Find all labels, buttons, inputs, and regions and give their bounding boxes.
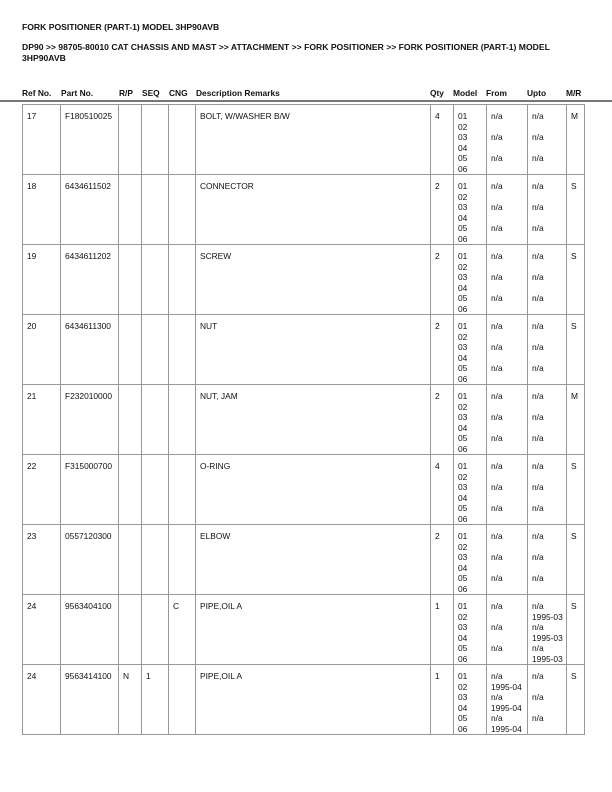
upto-line (532, 374, 566, 385)
cell-ref: 19 (23, 245, 61, 315)
cell-desc: O-RING (196, 455, 431, 525)
from-line: n/a (491, 601, 503, 611)
col-model: Model (453, 88, 478, 98)
cell-seq (142, 455, 169, 525)
cell-from (487, 245, 528, 315)
cell-qty: 2 (431, 245, 454, 315)
cell-from (487, 385, 528, 455)
cell-part: F315000700 (61, 455, 119, 525)
upto-line: n/a (532, 601, 544, 611)
cell-upto (528, 525, 567, 595)
from-line (491, 332, 527, 343)
table-row (23, 665, 585, 735)
cell-cng (169, 315, 196, 385)
from-line (491, 514, 527, 525)
model-line: 04 (458, 352, 468, 363)
model-line: 06 (458, 373, 468, 384)
upto-line (532, 304, 566, 315)
cell-seq (142, 525, 169, 595)
cell-model (454, 315, 487, 385)
cell-model (454, 525, 487, 595)
cell-mr: S (567, 455, 585, 525)
cell-seq (142, 105, 169, 175)
model-line: 02 (458, 191, 468, 202)
model-line: 05 (458, 713, 468, 723)
model-line: 05 (458, 223, 468, 233)
cell-desc: CONNECTOR (196, 175, 431, 245)
from-line: n/a (491, 132, 503, 142)
from-line (491, 493, 527, 504)
from-line: n/a (491, 251, 503, 261)
upto-line: n/a (532, 412, 544, 422)
cell-upto (528, 595, 567, 665)
upto-line: n/a (532, 321, 544, 331)
model-line: 03 (458, 482, 468, 492)
from-line: n/a (491, 363, 503, 373)
col-ref: Ref No. (22, 88, 52, 98)
upto-line (532, 143, 566, 154)
upto-line: 1995-03 (532, 611, 563, 622)
cell-rp (119, 455, 142, 525)
from-line: n/a (491, 503, 503, 513)
table-row (23, 455, 585, 525)
from-line: 1995-04 (491, 681, 522, 692)
model-line: 03 (458, 622, 468, 632)
cell-part: 9563414100 (61, 665, 119, 735)
col-from: From (486, 88, 507, 98)
cell-rp (119, 385, 142, 455)
cell-cng (169, 245, 196, 315)
model-line: 04 (458, 492, 468, 503)
model-line: 02 (458, 401, 468, 412)
cell-cng (169, 525, 196, 595)
model-line: 02 (458, 681, 468, 692)
cell-from (487, 315, 528, 385)
col-rp: R/P (119, 88, 133, 98)
from-line (491, 612, 527, 623)
cell-model (454, 665, 487, 735)
cell-mr: S (567, 315, 585, 385)
from-line: n/a (491, 223, 503, 233)
model-line: 02 (458, 121, 468, 132)
upto-line (532, 514, 566, 525)
cell-qty: 1 (431, 595, 454, 665)
cell-model (454, 105, 487, 175)
upto-line (532, 423, 566, 434)
model-line: 05 (458, 573, 468, 583)
from-line: n/a (491, 713, 503, 723)
upto-line (532, 283, 566, 294)
upto-line: n/a (532, 111, 544, 121)
model-line: 06 (458, 583, 468, 594)
from-line: 1995-04 (491, 702, 522, 713)
model-line: 05 (458, 503, 468, 513)
from-line (491, 122, 527, 133)
from-line (491, 542, 527, 553)
model-line: 03 (458, 272, 468, 282)
from-line (491, 353, 527, 364)
cell-cng (169, 175, 196, 245)
table-header (0, 88, 612, 100)
cell-mr: S (567, 525, 585, 595)
upto-line (532, 444, 566, 455)
from-line (491, 472, 527, 483)
cell-part: 6434611300 (61, 315, 119, 385)
upto-line: n/a (532, 153, 544, 163)
model-line: 03 (458, 132, 468, 142)
cell-mr: M (567, 385, 585, 455)
from-line: n/a (491, 181, 503, 191)
cell-mr: S (567, 595, 585, 665)
model-line: 05 (458, 153, 468, 163)
page-title: FORK POSITIONER (PART-1) MODEL 3HP90AVB (22, 22, 220, 32)
table-row (23, 175, 585, 245)
cell-ref: 18 (23, 175, 61, 245)
upto-line: n/a (532, 293, 544, 303)
model-line: 01 (458, 251, 468, 261)
table-row (23, 385, 585, 455)
upto-line (532, 584, 566, 595)
model-line: 03 (458, 202, 468, 212)
upto-line: n/a (532, 622, 544, 632)
from-line: n/a (491, 531, 503, 541)
from-line: n/a (491, 482, 503, 492)
cell-seq (142, 595, 169, 665)
model-line: 02 (458, 331, 468, 342)
from-line (491, 423, 527, 434)
upto-line: n/a (532, 363, 544, 373)
cell-upto (528, 245, 567, 315)
cell-cng (169, 665, 196, 735)
model-line: 01 (458, 111, 468, 121)
from-line (491, 374, 527, 385)
upto-line (532, 262, 566, 273)
from-line: n/a (491, 293, 503, 303)
cell-upto (528, 105, 567, 175)
model-line: 04 (458, 212, 468, 223)
upto-line: n/a (532, 223, 544, 233)
upto-line: n/a (532, 552, 544, 562)
upto-line (532, 332, 566, 343)
cell-from (487, 175, 528, 245)
cell-qty: 4 (431, 455, 454, 525)
table-row (23, 105, 585, 175)
from-line (491, 164, 527, 175)
cell-qty: 2 (431, 175, 454, 245)
from-line: n/a (491, 412, 503, 422)
cell-model (454, 385, 487, 455)
upto-line: n/a (532, 132, 544, 142)
cell-ref: 24 (23, 665, 61, 735)
upto-line: n/a (532, 573, 544, 583)
upto-line (532, 682, 566, 693)
cell-rp (119, 315, 142, 385)
model-line: 06 (458, 233, 468, 244)
upto-line (532, 542, 566, 553)
upto-line: n/a (532, 433, 544, 443)
upto-line (532, 122, 566, 133)
upto-line: n/a (532, 531, 544, 541)
cell-part: F180510025 (61, 105, 119, 175)
model-line: 06 (458, 443, 468, 454)
model-line: 05 (458, 363, 468, 373)
upto-line: n/a (532, 461, 544, 471)
from-line (491, 143, 527, 154)
col-part: Part No. (61, 88, 94, 98)
cell-qty: 2 (431, 525, 454, 595)
from-line: n/a (491, 272, 503, 282)
upto-line: 1995-03 (532, 632, 563, 643)
upto-line: n/a (532, 272, 544, 282)
upto-line (532, 724, 566, 735)
cell-from (487, 455, 528, 525)
table-row (23, 245, 585, 315)
from-line: n/a (491, 202, 503, 212)
cell-desc: NUT (196, 315, 431, 385)
upto-line: n/a (532, 342, 544, 352)
from-line (491, 304, 527, 315)
cell-qty: 2 (431, 385, 454, 455)
from-line: n/a (491, 433, 503, 443)
from-line (491, 402, 527, 413)
model-line: 02 (458, 471, 468, 482)
upto-line (532, 213, 566, 224)
cell-desc: ELBOW (196, 525, 431, 595)
cell-part: 6434611502 (61, 175, 119, 245)
col-cng: CNG (169, 88, 188, 98)
from-line: n/a (491, 321, 503, 331)
cell-seq (142, 175, 169, 245)
cell-mr: S (567, 245, 585, 315)
parts-table (22, 104, 585, 735)
from-line: n/a (491, 573, 503, 583)
from-line (491, 654, 527, 665)
cell-cng: C (169, 595, 196, 665)
model-line: 01 (458, 671, 468, 681)
model-line: 03 (458, 692, 468, 702)
model-line: 02 (458, 261, 468, 272)
model-line: 04 (458, 702, 468, 713)
model-line: 06 (458, 513, 468, 524)
from-line (491, 283, 527, 294)
from-line (491, 563, 527, 574)
cell-cng (169, 105, 196, 175)
cell-ref: 24 (23, 595, 61, 665)
model-line: 06 (458, 163, 468, 174)
upto-line: n/a (532, 202, 544, 212)
cell-ref: 17 (23, 105, 61, 175)
model-line: 05 (458, 643, 468, 653)
cell-model (454, 175, 487, 245)
upto-line (532, 402, 566, 413)
from-line: n/a (491, 391, 503, 401)
model-line: 04 (458, 142, 468, 153)
cell-rp: N (119, 665, 142, 735)
col-upto: Upto (527, 88, 547, 98)
cell-from (487, 105, 528, 175)
cell-seq (142, 385, 169, 455)
from-line: n/a (491, 552, 503, 562)
from-line (491, 262, 527, 273)
cell-part: F232010000 (61, 385, 119, 455)
model-line: 06 (458, 723, 468, 734)
cell-qty: 2 (431, 315, 454, 385)
cell-rp (119, 525, 142, 595)
cell-model (454, 455, 487, 525)
col-qty: Qty (430, 88, 444, 98)
cell-seq: 1 (142, 665, 169, 735)
model-line: 03 (458, 552, 468, 562)
upto-line (532, 353, 566, 364)
upto-line: n/a (532, 391, 544, 401)
model-line: 04 (458, 632, 468, 643)
cell-cng (169, 385, 196, 455)
upto-line (532, 703, 566, 714)
from-line: n/a (491, 692, 503, 702)
upto-line: n/a (532, 692, 544, 702)
cell-mr: S (567, 175, 585, 245)
cell-part: 0557120300 (61, 525, 119, 595)
cell-ref: 21 (23, 385, 61, 455)
model-line: 06 (458, 653, 468, 664)
col-desc: Description Remarks (196, 88, 280, 98)
from-line (491, 633, 527, 644)
cell-part: 9563404100 (61, 595, 119, 665)
from-line (491, 192, 527, 203)
model-line: 03 (458, 412, 468, 422)
upto-line (532, 493, 566, 504)
from-line (491, 213, 527, 224)
upto-line: n/a (532, 713, 544, 723)
cell-desc: SCREW (196, 245, 431, 315)
model-line: 06 (458, 303, 468, 314)
from-line (491, 584, 527, 595)
from-line: n/a (491, 111, 503, 121)
model-line: 01 (458, 321, 468, 331)
cell-from (487, 525, 528, 595)
cell-qty: 4 (431, 105, 454, 175)
cell-upto (528, 315, 567, 385)
cell-upto (528, 175, 567, 245)
model-line: 02 (458, 611, 468, 622)
from-line (491, 234, 527, 245)
upto-line: n/a (532, 251, 544, 261)
cell-desc: BOLT, W/WASHER B/W (196, 105, 431, 175)
cell-part: 6434611202 (61, 245, 119, 315)
cell-upto (528, 665, 567, 735)
from-line: n/a (491, 342, 503, 352)
cell-ref: 20 (23, 315, 61, 385)
table-row (23, 315, 585, 385)
cell-desc: PIPE,OIL A (196, 595, 431, 665)
model-line: 01 (458, 531, 468, 541)
cell-seq (142, 245, 169, 315)
cell-model (454, 595, 487, 665)
model-line: 01 (458, 181, 468, 191)
model-line: 01 (458, 461, 468, 471)
from-line: n/a (491, 643, 503, 653)
cell-seq (142, 315, 169, 385)
upto-line (532, 164, 566, 175)
breadcrumb: DP90 >> 98705-80010 CAT CHASSIS AND MAST >> ATTACHMENT >> FORK POSITIONER >> FORK POSITIONER (PART-1) MODEL 3HP90AVB (22, 42, 550, 63)
model-line: 01 (458, 601, 468, 611)
from-line: n/a (491, 461, 503, 471)
cell-desc: NUT, JAM (196, 385, 431, 455)
cell-cng (169, 455, 196, 525)
upto-line: n/a (532, 482, 544, 492)
cell-ref: 23 (23, 525, 61, 595)
upto-line (532, 472, 566, 483)
cell-model (454, 245, 487, 315)
upto-line (532, 234, 566, 245)
cell-qty: 1 (431, 665, 454, 735)
header-divider (0, 100, 612, 102)
from-line: n/a (491, 153, 503, 163)
cell-mr: M (567, 105, 585, 175)
model-line: 04 (458, 562, 468, 573)
model-line: 01 (458, 391, 468, 401)
upto-line: n/a (532, 643, 544, 653)
cell-desc: PIPE,OIL A (196, 665, 431, 735)
model-line: 05 (458, 293, 468, 303)
table-row (23, 595, 585, 665)
cell-rp (119, 595, 142, 665)
col-seq: SEQ (142, 88, 160, 98)
cell-from (487, 595, 528, 665)
cell-upto (528, 455, 567, 525)
upto-line: n/a (532, 503, 544, 513)
upto-line: n/a (532, 181, 544, 191)
upto-line (532, 563, 566, 574)
upto-line: 1995-03 (532, 653, 563, 664)
model-line: 05 (458, 433, 468, 443)
table-row (23, 525, 585, 595)
cell-rp (119, 105, 142, 175)
model-line: 04 (458, 422, 468, 433)
model-line: 03 (458, 342, 468, 352)
cell-ref: 22 (23, 455, 61, 525)
cell-rp (119, 245, 142, 315)
model-line: 04 (458, 282, 468, 293)
upto-line: n/a (532, 671, 544, 681)
model-line: 02 (458, 541, 468, 552)
cell-from (487, 665, 528, 735)
from-line: n/a (491, 671, 503, 681)
from-line: n/a (491, 622, 503, 632)
from-line (491, 444, 527, 455)
col-mr: M/R (566, 88, 582, 98)
from-line: 1995-04 (491, 723, 522, 734)
cell-rp (119, 175, 142, 245)
upto-line (532, 192, 566, 203)
cell-mr: S (567, 665, 585, 735)
cell-upto (528, 385, 567, 455)
